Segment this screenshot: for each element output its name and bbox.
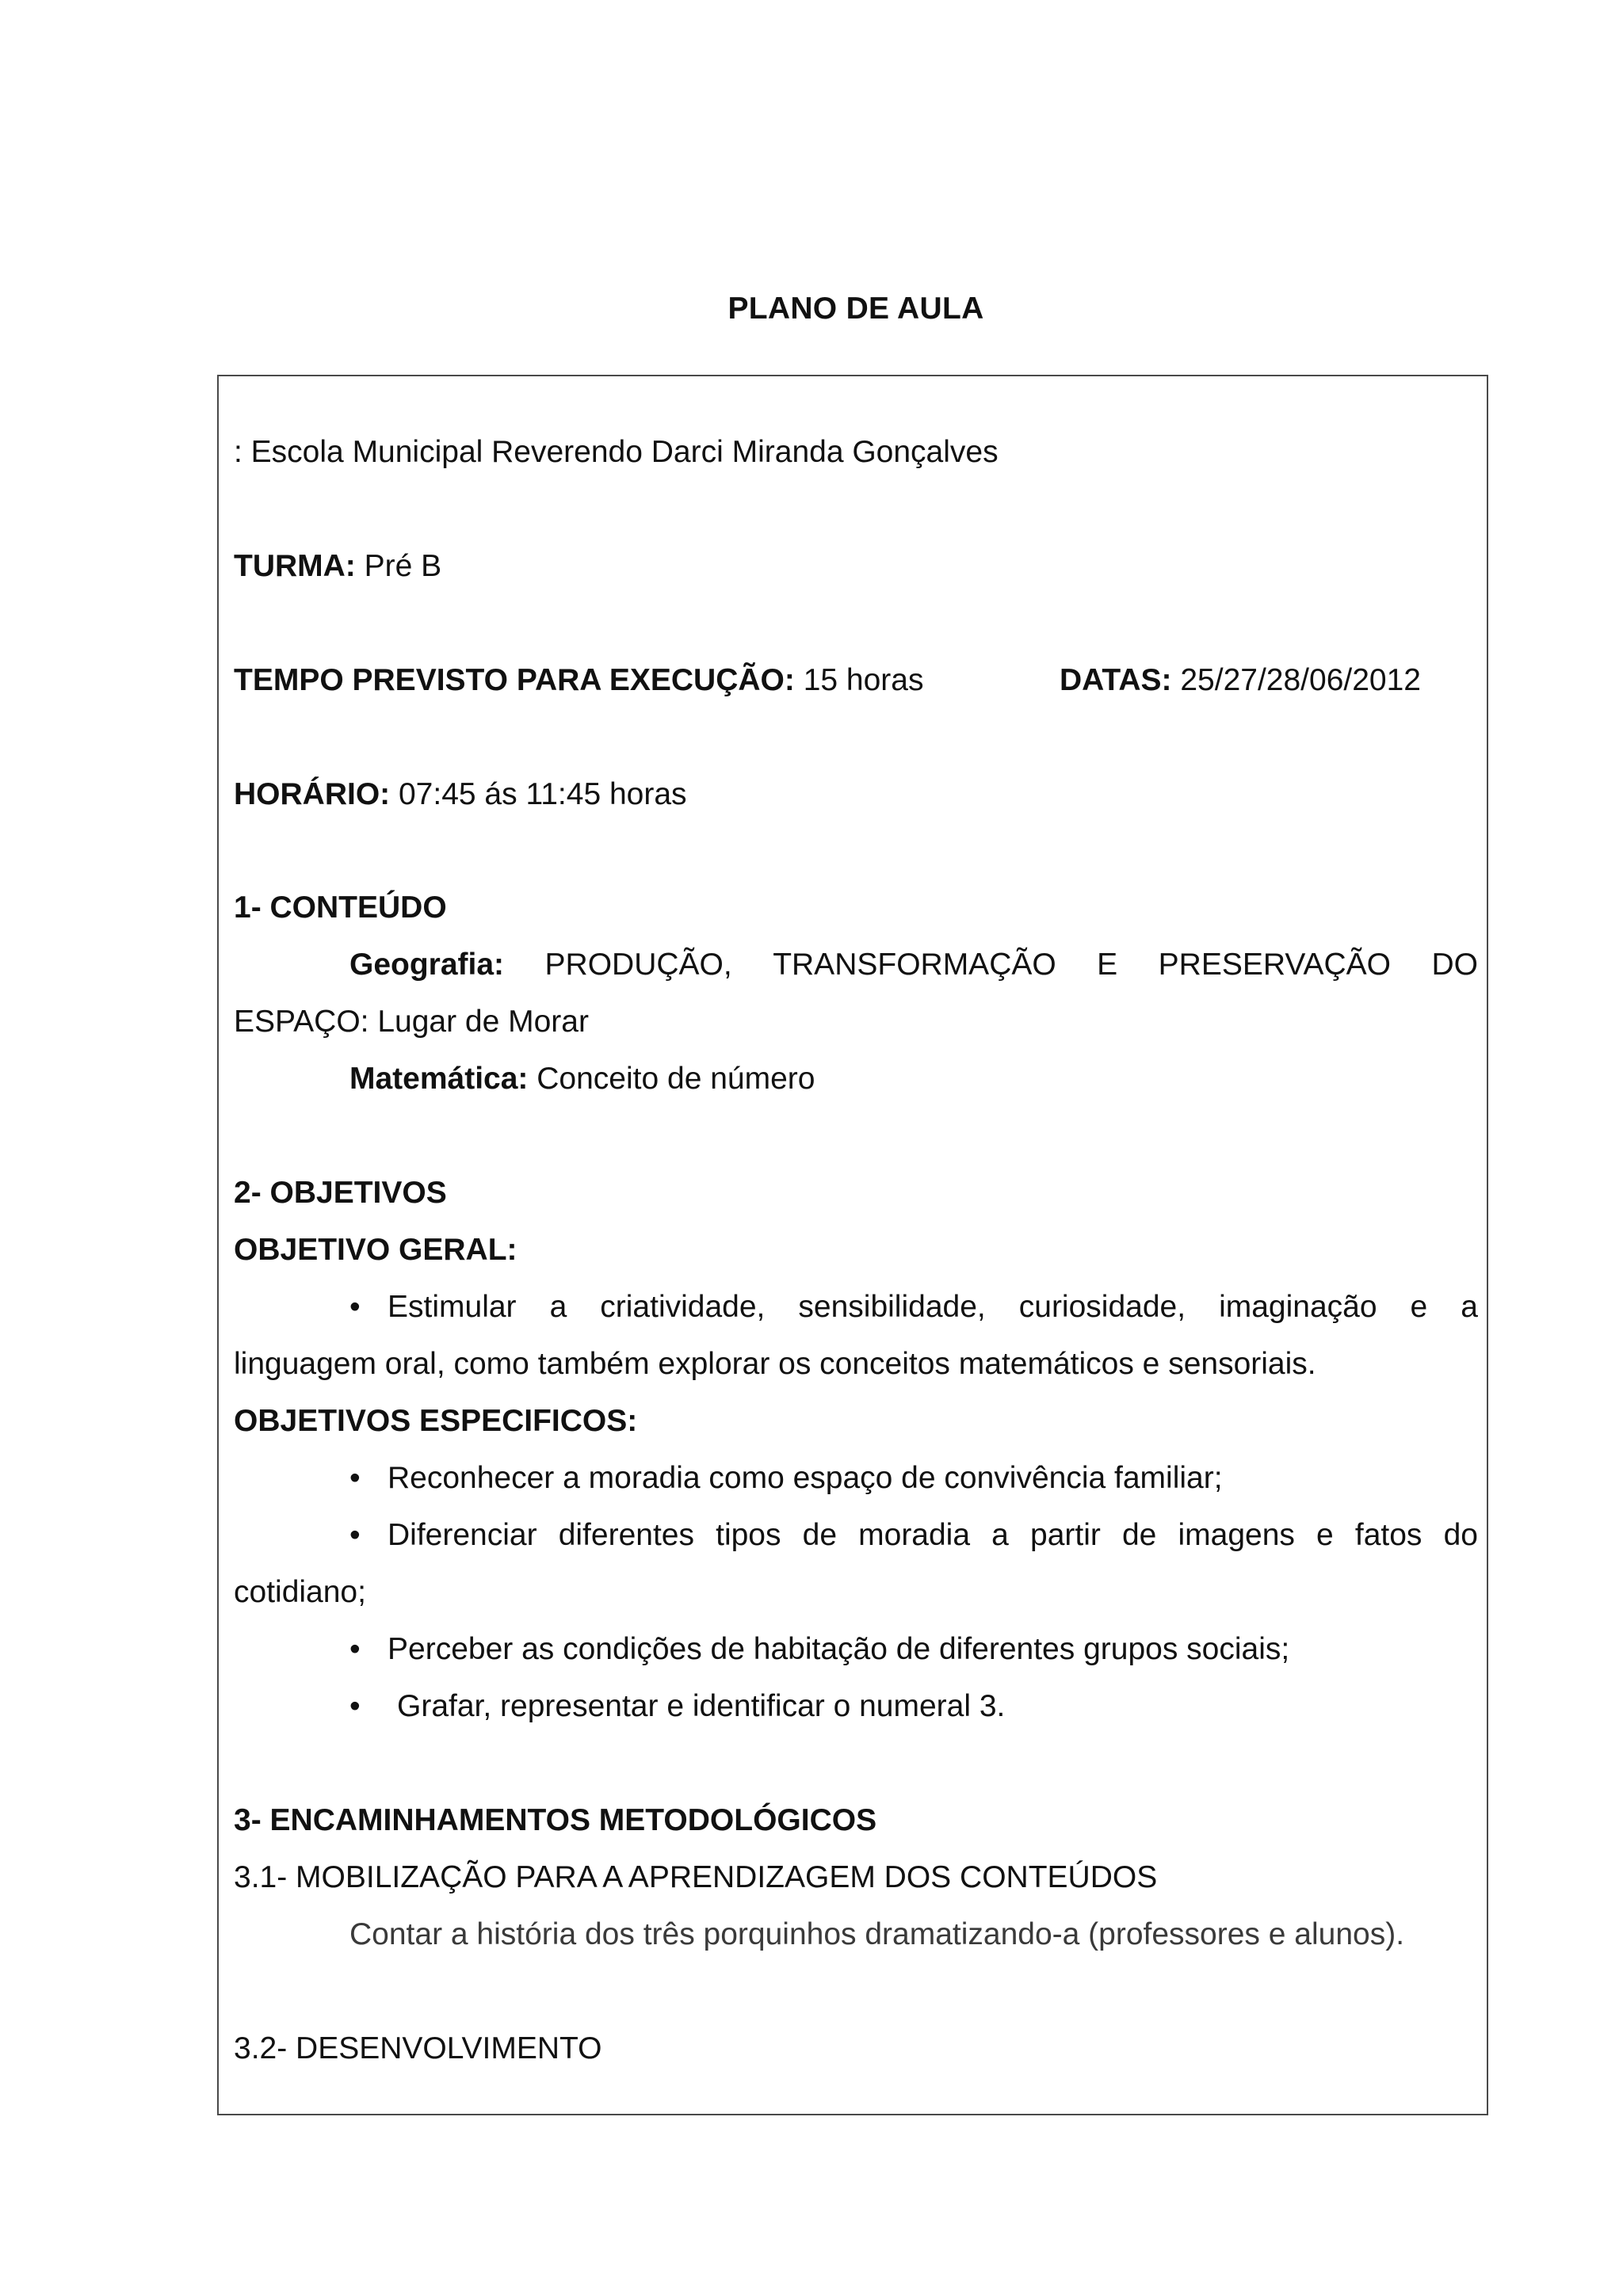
especifico-item-2-word: moradia <box>858 1518 971 1552</box>
geografia-word: TRANSFORMAÇÃO <box>773 948 1056 982</box>
especifico-item-2-word: partir <box>1030 1518 1101 1552</box>
especifico-item-2-word: imagens <box>1178 1518 1295 1552</box>
tempo-value: 15 horas <box>794 663 924 697</box>
objetivo-geral-heading: OBJETIVO GERAL: <box>234 1233 517 1267</box>
matematica-label: Matemática: <box>349 1062 529 1096</box>
horario-value: 07:45 ás 11:45 horas <box>390 777 687 811</box>
objetivo-geral-item <box>349 1288 1478 1326</box>
geografia-word: PRODUÇÃO, <box>544 948 732 982</box>
geografia-word: PRESERVAÇÃO <box>1158 948 1391 982</box>
bullet-icon: • <box>349 1632 361 1666</box>
horario-label: HORÁRIO: <box>234 777 391 811</box>
bullet-icon: • <box>349 1290 361 1324</box>
especifico-item-2-word: diferentes <box>558 1518 694 1552</box>
especifico-item-3: • Perceber as condições de habitação de diferentes grupos sociais; <box>349 1630 1289 1669</box>
objetivo-geral-word: curiosidade, <box>1018 1290 1186 1324</box>
especifico-item-2-word: tipos <box>716 1518 781 1552</box>
horario-row <box>234 776 687 814</box>
objetivo-geral-word: a <box>1461 1290 1478 1324</box>
especifico-item-2-word: a <box>991 1518 1009 1552</box>
especifico-item-2 <box>349 1516 1478 1554</box>
especifico-item-2-word: do <box>1443 1518 1478 1552</box>
mobilizacao-text: Contar a história dos três porquinhos dramatizando-a (professores e alunos). <box>349 1917 1405 1951</box>
especifico-item-2-word: de <box>802 1518 838 1552</box>
especifico-item-2-first: • Diferenciar <box>349 1516 537 1554</box>
school-name: : Escola Municipal Reverendo Darci Miranda Gonçalves <box>234 435 999 469</box>
objetivos-especificos-heading: OBJETIVOS ESPECIFICOS: <box>234 1404 638 1438</box>
turma-label: TURMA: <box>234 549 356 583</box>
objetivo-geral-word: e <box>1410 1290 1428 1324</box>
especifico-item-1: • Reconhecer a moradia como espaço de convivência familiar; <box>349 1459 1223 1497</box>
datas-value: 25/27/28/06/2012 <box>1171 663 1421 697</box>
especifico-item-2-continuation: cotidiano; <box>234 1575 366 1609</box>
turma-row <box>234 547 441 585</box>
geografia-continuation: ESPAÇO: Lugar de Morar <box>234 1005 589 1039</box>
conteudo-heading: 1- CONTEÚDO <box>234 891 447 925</box>
datas-label: DATAS: <box>1060 663 1172 697</box>
bullet-icon: • <box>349 1518 361 1552</box>
objetivo-geral-word: criatividade, <box>600 1290 766 1324</box>
objetivos-heading: 2- OBJETIVOS <box>234 1176 447 1210</box>
matematica-value: Conceito de número <box>528 1062 815 1096</box>
geografia-label: Geografia: <box>349 948 505 982</box>
objetivo-geral-word: sensibilidade, <box>798 1290 986 1324</box>
objetivo-geral-word: a <box>549 1290 567 1324</box>
tempo-row <box>234 662 923 700</box>
encaminhamentos-heading: 3- ENCAMINHAMENTOS METODOLÓGICOS <box>234 1803 877 1837</box>
mobilizacao-heading: 3.1- MOBILIZAÇÃO PARA A APRENDIZAGEM DOS CONTEÚDOS <box>234 1860 1158 1894</box>
page-title: PLANO DE AULA <box>727 292 984 326</box>
matematica-line <box>349 1060 815 1098</box>
desenvolvimento-heading: 3.2- DESENVOLVIMENTO <box>234 2031 602 2065</box>
especifico-item-4: • Grafar, representar e identificar o numeral 3. <box>349 1688 1005 1726</box>
especifico-item-2-word: de <box>1121 1518 1157 1552</box>
objetivo-geral-first: • Estimular <box>349 1288 517 1326</box>
objetivo-geral-word: imaginação <box>1219 1290 1377 1324</box>
objetivo-geral-continuation: linguagem oral, como também explorar os conceitos matemáticos e sensoriais. <box>234 1347 1316 1381</box>
geografia-line <box>349 946 1478 984</box>
geografia-word: E <box>1097 948 1118 982</box>
especifico-item-2-word: fatos <box>1354 1518 1423 1552</box>
datas-row <box>1060 662 1421 700</box>
tempo-label: TEMPO PREVISTO PARA EXECUÇÃO: <box>234 663 795 697</box>
bullet-icon: • <box>349 1461 361 1495</box>
especifico-item-2-word: e <box>1316 1518 1334 1552</box>
geografia-word: DO <box>1431 948 1478 982</box>
bullet-icon: • <box>349 1689 361 1723</box>
turma-value: Pré B <box>355 549 442 583</box>
